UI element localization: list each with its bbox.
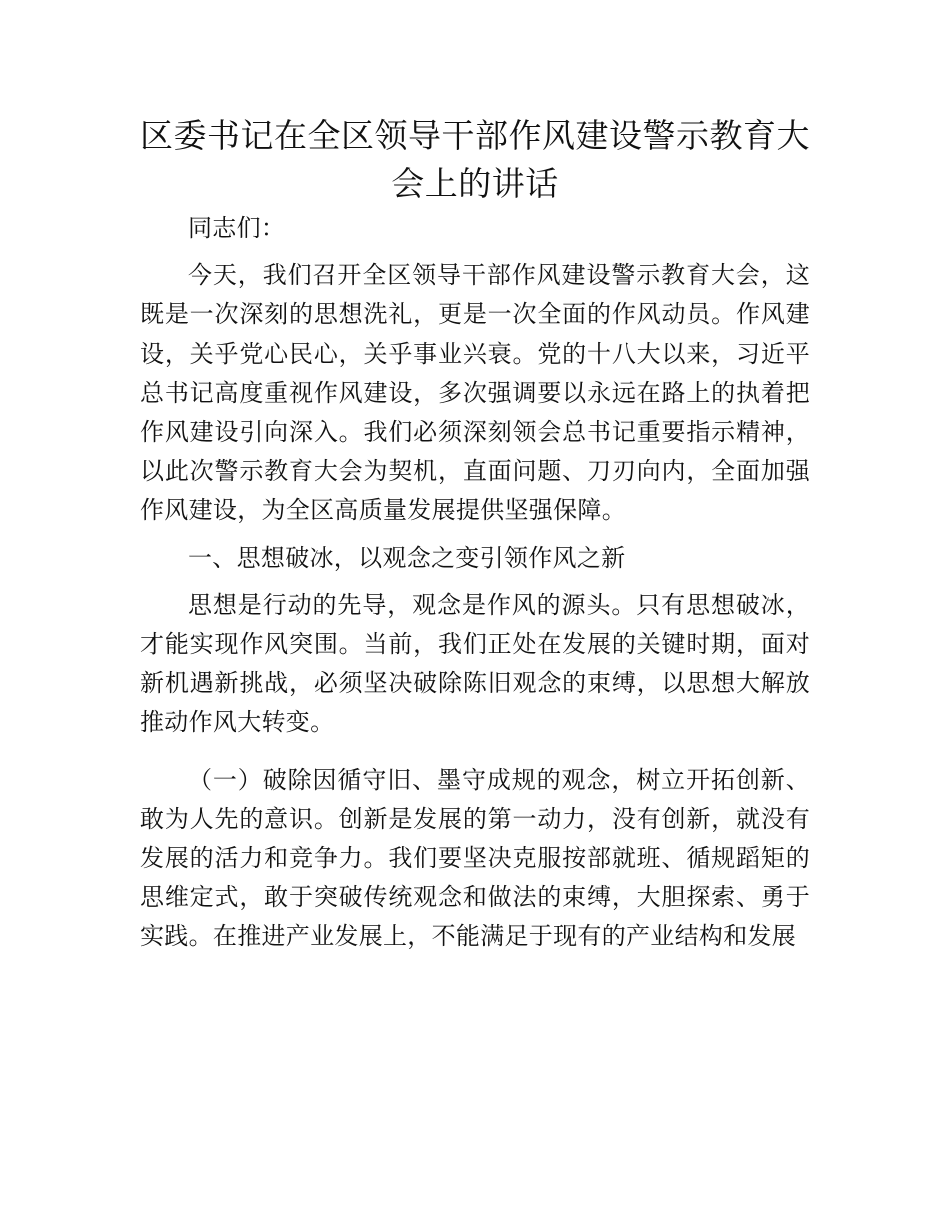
- section-heading-1: 一、思想破冰，以观念之变引领作风之新: [188, 543, 626, 572]
- paragraph-intro: 今天，我们召开全区领导干部作风建设警示教育大会，这既是一次深刻的思想洗礼，更是一次全面的作风动员。作风建设，关乎党心民心，关乎事业兴衰。党的十八大以来，习近平总书记高度重视作风建设，多次强调要以永远在路上的执着把作风建设引向深入。我们必须深刻领会总书记重要指示精神，以此次警示教育大会为契机，直面问题、刀刃向内，全面加强作风建设，为全区高质量发展提供坚强保障。: [140, 261, 810, 525]
- document-body: [140, 209, 810, 957]
- salutation: 同志们：: [188, 214, 286, 242]
- paragraph-subsection-1: （一）破除因循守旧、墨守成规的观念，树立开拓创新、敢为人先的意识。创新是发展的第一动力，没有创新，就没有发展的活力和竞争力。我们要坚决克服按部就班、循规蹈矩的思维定式，敢于突破传统观念和做法的束缚，大胆探索、勇于实践。在推进产业发展上，不能满足于现有的产业结构和发展: [140, 765, 810, 951]
- document-title: 区委书记在全区领导干部作风建设警示教育大会上的讲话: [140, 116, 810, 203]
- paragraph-section-1: 思想是行动的先导，观念是作风的源头。只有思想破冰，才能实现作风突围。当前，我们正处在发展的关键时期，面对新机遇新挑战，必须坚决破除陈旧观念的束缚，以思想大解放推动作风大转变。: [140, 590, 810, 737]
